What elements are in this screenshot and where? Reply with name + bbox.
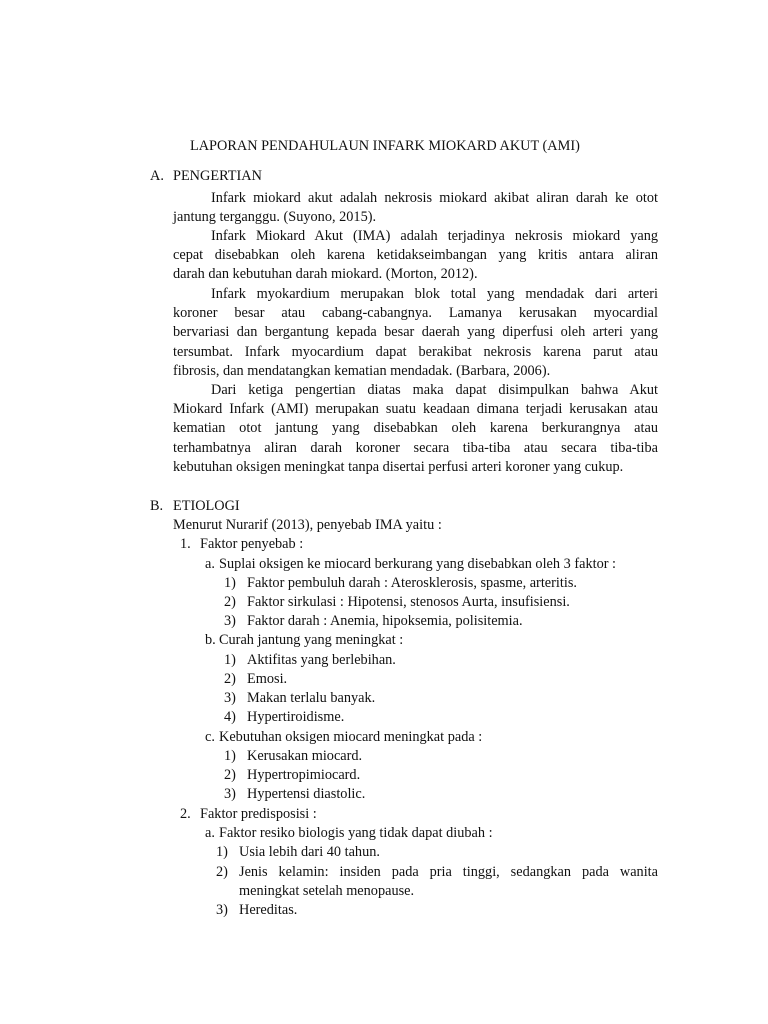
- section-b-marker: B.: [150, 498, 164, 514]
- point-text: Jenis kelamin: insiden pada pria tinggi, sedangkan pada wanita: [239, 864, 658, 880]
- point-text: Hypertiroidisme.: [247, 709, 345, 725]
- point-text: Aktifitas yang berlebihan.: [247, 652, 396, 668]
- paragraph-line: cepat disebabkan oleh karena ketidakseimbangan yang kritis antara aliran: [173, 247, 658, 263]
- sub-marker: a.: [205, 556, 215, 572]
- sub-item-label: Kebutuhan oksigen miocard meningkat pada :: [219, 729, 483, 745]
- point-marker: 3): [224, 690, 236, 706]
- paragraph-line: kebutuhan oksigen meningkat tanpa disertai perfusi arteri koroner yang cukup.: [173, 459, 624, 475]
- point-text: Hereditas.: [239, 902, 298, 918]
- point-text: Usia lebih dari 40 tahun.: [239, 844, 380, 860]
- paragraph-line: terhambatnya aliran darah koroner secara tiba-tiba atau secara tiba-tiba: [173, 440, 658, 456]
- point-marker: 3): [224, 786, 236, 802]
- section-a-heading: PENGERTIAN: [173, 168, 262, 184]
- paragraph-line: bervariasi dan bergantung kepada besar daerah yang diperfusi oleh arteri yang: [173, 324, 658, 340]
- point-marker: 4): [224, 709, 236, 725]
- point-marker: 2): [224, 594, 236, 610]
- list-marker: 1.: [180, 536, 191, 552]
- sub-item-label: Faktor resiko biologis yang tidak dapat diubah :: [219, 825, 493, 841]
- paragraph-line: koroner besar atau cabang-cabangnya. Lamanya kerusakan myocardial: [173, 305, 658, 321]
- point-marker: 2): [224, 671, 236, 687]
- section-a-marker: A.: [150, 168, 164, 184]
- paragraph-line: kematian otot jantung yang disebabkan oleh karena berkurangnya atau: [173, 420, 658, 436]
- sub-marker: a.: [205, 825, 215, 841]
- paragraph-line: tersumbat. Infark myocardium dapat berakibat nekrosis karena parut atau: [173, 344, 658, 360]
- point-marker: 1): [216, 844, 228, 860]
- point-marker: 1): [224, 748, 236, 764]
- point-text: Emosi.: [247, 671, 288, 687]
- section-b-intro: Menurut Nurarif (2013), penyebab IMA yaitu :: [173, 517, 442, 533]
- list-marker: 2.: [180, 806, 191, 822]
- sub-marker: c.: [205, 729, 215, 745]
- point-marker: 1): [224, 575, 236, 591]
- list-item-label: Faktor penyebab :: [200, 536, 304, 552]
- document-title: LAPORAN PENDAHULAUN INFARK MIOKARD AKUT (AMI): [190, 138, 580, 154]
- point-marker: 3): [224, 613, 236, 629]
- sub-item-label: Curah jantung yang meningkat :: [219, 632, 404, 648]
- paragraph-line: Infark miokard akut adalah nekrosis miokard akibat aliran darah ke otot: [211, 190, 658, 206]
- point-text: Hypertropimiocard.: [247, 767, 361, 783]
- section-b-heading: ETIOLOGI: [173, 498, 240, 514]
- paragraph-line: jantung terganggu. (Suyono, 2015).: [173, 209, 377, 225]
- sub-item-label: Suplai oksigen ke miocard berkurang yang disebabkan oleh 3 faktor :: [219, 556, 617, 572]
- paragraph-line: Infark Miokard Akut (IMA) adalah terjadinya nekrosis miokard yang: [211, 228, 658, 244]
- point-text: Hypertensi diastolic.: [247, 786, 366, 802]
- point-marker: 3): [216, 902, 228, 918]
- paragraph-line: Infark myokardium merupakan blok total yang mendadak dari arteri: [211, 286, 658, 302]
- paragraph-line: Dari ketiga pengertian diatas maka dapat disimpulkan bahwa Akut: [211, 382, 658, 398]
- point-marker: 2): [216, 864, 228, 880]
- paragraph-line: darah dan kebutuhan darah miokard. (Morton, 2012).: [173, 266, 478, 282]
- paragraph-line: fibrosis, dan mendatangkan kematian mendadak. (Barbara, 2006).: [173, 363, 551, 379]
- paragraph-line: Miokard Infark (AMI) merupakan suatu keadaan dimana terjadi kerusakan atau: [173, 401, 658, 417]
- point-marker: 2): [224, 767, 236, 783]
- point-text: Faktor darah : Anemia, hipoksemia, polisitemia.: [247, 613, 523, 629]
- point-text: Kerusakan miocard.: [247, 748, 363, 764]
- point-text: Faktor pembuluh darah : Aterosklerosis, spasme, arteritis.: [247, 575, 577, 591]
- sub-marker: b.: [205, 632, 216, 648]
- list-item-label: Faktor predisposisi :: [200, 806, 317, 822]
- point-text: meningkat setelah menopause.: [239, 883, 415, 899]
- point-text: Makan terlalu banyak.: [247, 690, 376, 706]
- point-marker: 1): [224, 652, 236, 668]
- point-text: Faktor sirkulasi : Hipotensi, stenosos Aurta, insufisiensi.: [247, 594, 570, 610]
